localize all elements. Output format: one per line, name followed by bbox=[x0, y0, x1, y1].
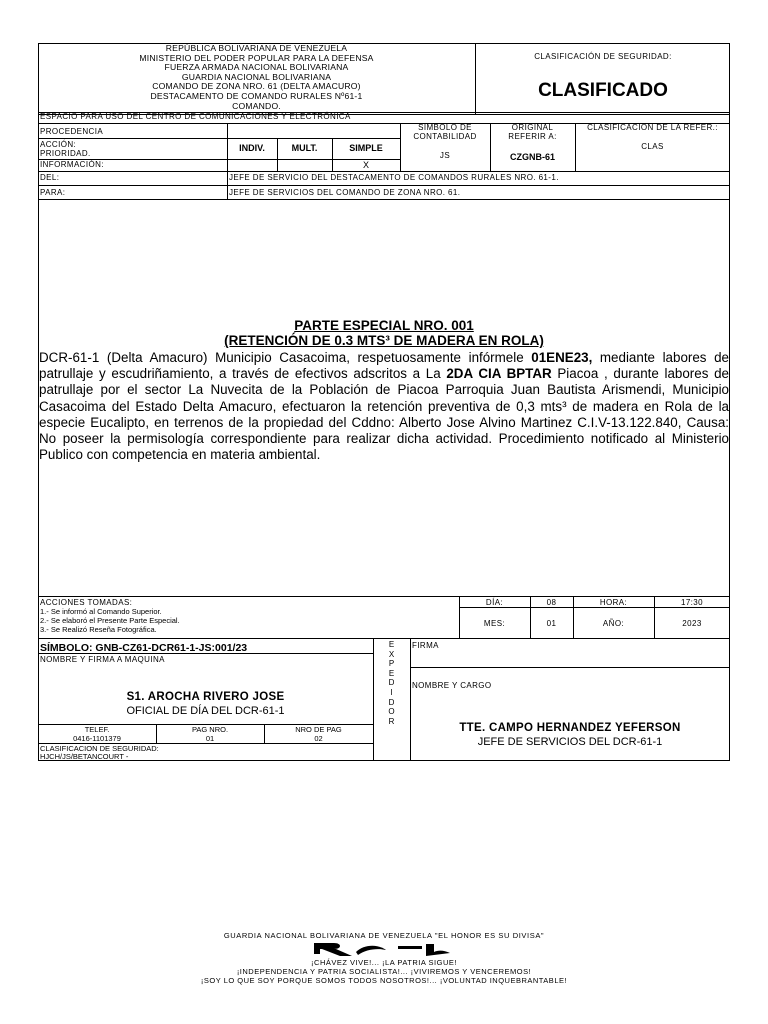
expedidor-letter: D bbox=[388, 678, 395, 688]
expedidor-letter: E bbox=[388, 668, 395, 678]
row-line bbox=[410, 667, 730, 668]
report-body-part: Piacoa , durante labores de patrullaje por el sector La Nuvecita de la Población de Piacoa Parroquia Juan Bautista Arismendi, Municipio Casacoima del Estado Delta Amacuro, efectuaron la retención preventiva de 0,3 mts³ de madera en Rola de la especie Eucalipto, en terrenos de la propiedad del Cddno: Alberto Jose Alvino Martinez C.I.V-13.122.840, Causa: No poseer la permisología correspondiente para realizar dicha actividad. Procedimiento notificado al Ministerio Publico con competencia en materia ambiental. bbox=[39, 366, 729, 463]
original-label-2: REFERIR A: bbox=[508, 132, 557, 141]
para-label: PARA: bbox=[40, 188, 66, 197]
expedidor-letter: I bbox=[390, 687, 393, 697]
nro-pag-value: 02 bbox=[314, 734, 323, 743]
footer-line-1: ¡CHÁVEZ VIVE!... ¡LA PATRIA SIGUE! bbox=[311, 958, 457, 967]
prioridad-label: PRIORIDAD. bbox=[40, 149, 91, 158]
header-line: DESTACAMENTO DE COMANDO RURALES Nº61-1 bbox=[150, 90, 363, 101]
expedidor-letter: E bbox=[388, 640, 395, 649]
security-label: CLASIFICACIÓN DE SEGURIDAD: bbox=[534, 52, 672, 61]
row-line bbox=[38, 171, 730, 172]
row-line bbox=[38, 185, 730, 186]
expedidor-letter: R bbox=[388, 716, 395, 726]
clasif-ref-value: CLAS bbox=[641, 142, 664, 151]
header-line: COMANDO DE ZONA NRO. 61 (DELTA AMACURO) bbox=[152, 81, 361, 92]
expedidor-letter: P bbox=[388, 659, 395, 669]
ano-value: 2023 bbox=[682, 619, 702, 628]
report-date: 01ENE23, bbox=[531, 350, 593, 365]
simple-label: SIMPLE bbox=[349, 143, 383, 153]
header-line: COMANDO. bbox=[232, 100, 281, 111]
actions-label: ACCIONES TOMADAS: bbox=[40, 598, 133, 607]
footer-line-3: ¡SOY LO QUE SOY PORQUE SOMOS TODOS NOSOTROS!... ¡VOLUNTAD INQUEBRANTABLE! bbox=[200, 976, 568, 985]
simbolo-label: SÍMBOLO: GNB-CZ61-DCR61-1-JS:001/23 bbox=[40, 642, 248, 654]
footer-motto: GUARDIA NACIONAL BOLIVARIANA DE VENEZUELA "EL HONOR ES SU DIVISA" bbox=[223, 931, 545, 940]
del-label: DEL: bbox=[40, 173, 60, 182]
gnb-logo-graphic bbox=[312, 940, 456, 958]
col-line bbox=[227, 123, 228, 200]
ano-label: AÑO: bbox=[602, 619, 625, 628]
telef-label: TELEF. bbox=[84, 725, 110, 734]
x-mark: X bbox=[362, 160, 369, 170]
report-body bbox=[39, 350, 729, 463]
footer-line-2: ¡INDEPENDENCIA Y PATRIA SOCIALISTA!... ¡VIVIREMOS Y VENCEREMOS! bbox=[236, 967, 532, 976]
report-body-part: DCR-61-1 (Delta Amacuro) Municipio Casacoima, respetuosamente infórmele bbox=[39, 350, 532, 365]
sender-name: S1. AROCHA RIVERO JOSE bbox=[126, 691, 285, 703]
mes-label: MES: bbox=[483, 619, 506, 628]
para-value: JEFE DE SERVICIOS DEL COMANDO DE ZONA NRO. 61. bbox=[229, 188, 461, 197]
expedidor-vertical bbox=[373, 640, 410, 726]
action-item: 3.- Se Realizó Reseña Fotográfica. bbox=[40, 625, 157, 634]
receiver-role: JEFE DE SERVICIOS DEL DCR-61-1 bbox=[477, 736, 663, 748]
col-line bbox=[277, 138, 278, 171]
action-item: 1.- Se informó al Comando Superior. bbox=[40, 607, 162, 616]
action-item: 2.- Se elaboró el Presente Parte Especial. bbox=[40, 616, 180, 625]
firma-label: FIRMA bbox=[412, 641, 439, 650]
expedidor-letter: D bbox=[388, 697, 395, 707]
indiv-label: INDIV. bbox=[239, 143, 265, 153]
accion-label: ACCIÓN: bbox=[40, 140, 77, 149]
expedidor-letter: O bbox=[388, 707, 395, 717]
original-label: ORIGINAL bbox=[511, 123, 554, 132]
pag-label: PAG NRO. bbox=[191, 725, 229, 734]
clasif-ref-label: CLASIFICACION DE LA REFER.: bbox=[587, 123, 718, 132]
nombre-firma-label: NOMBRE Y FIRMA A MAQUINA bbox=[40, 655, 165, 664]
mult-label: MULT. bbox=[291, 143, 318, 153]
expedidor-letter: X bbox=[388, 649, 395, 659]
simbolo-contab-label: SIMBOLO DE bbox=[418, 123, 472, 132]
hora-label: HORA: bbox=[599, 598, 628, 607]
del-value: JEFE DE SERVICIO DEL DESTACAMENTO DE COMANDOS RURALES NRO. 61-1. bbox=[229, 173, 559, 182]
simbolo-contab-label-2: CONTABILIDAD bbox=[413, 132, 477, 141]
header-institution-block bbox=[38, 44, 475, 111]
report-body-part: mediante labores de patrullaje y escudriñamiento, a través de efectivos adscritos a La bbox=[39, 350, 729, 382]
security-value: CLASIFICADO bbox=[538, 80, 668, 101]
dia-label: DÍA: bbox=[485, 598, 504, 607]
header-line: GUARDIA NACIONAL BOLIVARIANA bbox=[181, 71, 332, 82]
telef-value: 0416-1101379 bbox=[73, 734, 121, 743]
hora-value: 17:30 bbox=[680, 598, 704, 607]
row-line bbox=[38, 138, 400, 139]
informacion-label: INFORMACIÓN: bbox=[40, 160, 104, 169]
pag-value: 01 bbox=[205, 734, 215, 743]
header-line: FUERZA ARMADA NACIONAL BOLIVARIANA bbox=[164, 62, 349, 73]
receiver-name: TTE. CAMPO HERNANDEZ YEFERSON bbox=[459, 722, 681, 734]
dia-value: 08 bbox=[546, 598, 557, 607]
original-value: CZGNB-61 bbox=[509, 152, 555, 162]
row-line bbox=[459, 607, 730, 608]
report-subtitle: (RETENCIÓN DE 0.3 MTS³ DE MADERA EN ROLA) bbox=[224, 333, 544, 348]
procedencia-label: PROCEDENCIA bbox=[40, 127, 104, 136]
gnb-logo bbox=[312, 940, 456, 958]
header-line: MINISTERIO DEL PODER POPULAR PARA LA DEFENSA bbox=[139, 52, 374, 63]
comms-space-label: ESPACIO PARA USO DEL CENTRO DE COMUNICACIONES Y ELECTRÓNICA bbox=[40, 112, 351, 121]
header-line: REPÚBLICA BOLIVARIANA DE VENEZUELA bbox=[165, 43, 348, 53]
report-title: PARTE ESPECIAL NRO. 001 bbox=[294, 318, 474, 333]
sender-role: OFICIAL DE DÍA DEL DCR-61-1 bbox=[126, 705, 285, 717]
nro-pag-label: NRO DE PAG bbox=[295, 725, 342, 734]
mes-value: 01 bbox=[546, 619, 557, 628]
simbolo-contab-value: JS bbox=[439, 151, 451, 160]
clasif-value: HJCH/JS/BETANCOURT - bbox=[40, 752, 129, 761]
report-unit: 2DA CIA BPTAR bbox=[446, 366, 552, 382]
clasif-label: CLASIFICACION DE SEGURIDAD: bbox=[40, 744, 159, 753]
nombre-cargo-label: NOMBRE Y CARGO bbox=[412, 681, 492, 690]
